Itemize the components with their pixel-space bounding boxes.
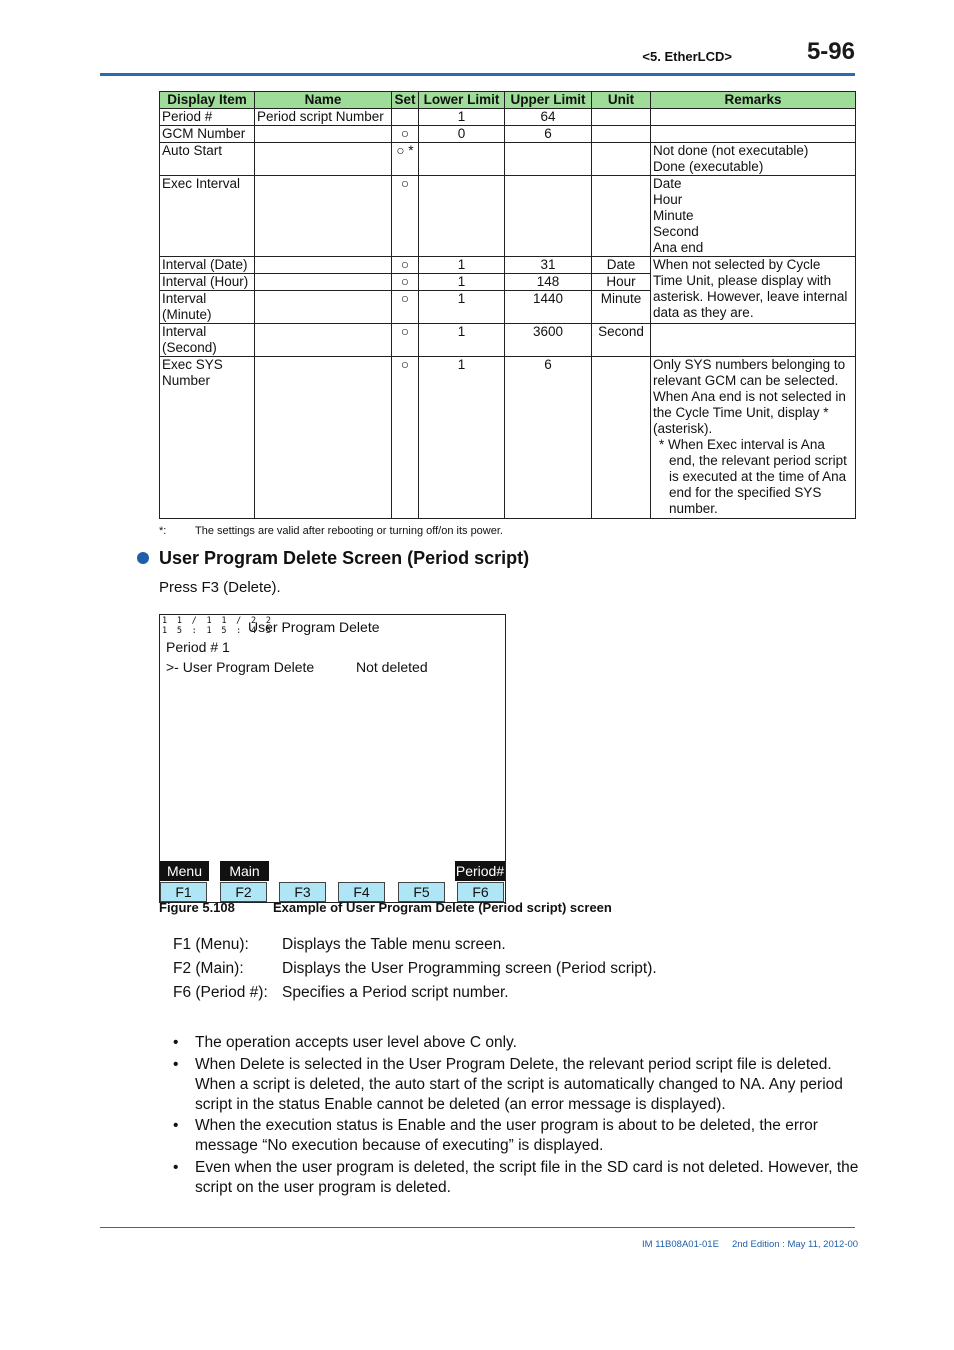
column-header: Display Item bbox=[160, 92, 255, 109]
cell-set: ○ bbox=[392, 176, 419, 257]
function-key-desc: Specifies a Period script number. bbox=[282, 984, 509, 1001]
cell-remarks bbox=[651, 176, 856, 257]
list-item bbox=[173, 1116, 863, 1156]
cell-name bbox=[255, 324, 392, 357]
table-header-row bbox=[160, 92, 856, 109]
fkey-f2[interactable]: F2 bbox=[220, 882, 267, 902]
lcd-period-line: Period # 1 bbox=[166, 639, 230, 655]
cell-item: Auto Start bbox=[160, 143, 255, 176]
instruction-text: Press F3 (Delete). bbox=[159, 579, 281, 596]
page-number: 5-96 bbox=[806, 38, 855, 65]
remark-line: Done (executable) bbox=[653, 159, 764, 174]
fkey-f3[interactable]: F3 bbox=[279, 882, 326, 902]
cell-upper bbox=[505, 176, 592, 257]
notes-list bbox=[173, 1033, 863, 1199]
cell-lower: 1 bbox=[419, 274, 505, 291]
cell-lower: 1 bbox=[419, 257, 505, 274]
table-row bbox=[160, 143, 856, 176]
cell-remarks-interval: When not selected by Cycle Time Unit, please display with asterisk. However, leave internal data as they are. bbox=[651, 257, 856, 324]
remark-note: * When Exec interval is Ana end, the relevant period script is executed at the time of Ana end for the specified SYS number. bbox=[659, 437, 847, 516]
section-title: User Program Delete Screen (Period script) bbox=[159, 548, 530, 568]
cell-unit: Second bbox=[592, 324, 651, 357]
cell-set: ○ bbox=[392, 274, 419, 291]
cell-remarks bbox=[651, 109, 856, 126]
table-row bbox=[160, 109, 856, 126]
cell-set: ○ * bbox=[392, 143, 419, 176]
remark-line: Ana end bbox=[653, 240, 704, 255]
column-header: Set bbox=[392, 92, 419, 109]
cell-item: Period # bbox=[160, 109, 255, 126]
cell-upper: 31 bbox=[505, 257, 592, 274]
cell-remarks bbox=[651, 126, 856, 143]
document-id: IM 11B08A01-01E bbox=[642, 1239, 719, 1250]
function-key-label: F2 (Main): bbox=[173, 960, 244, 977]
bullet-icon: • bbox=[173, 1034, 179, 1051]
cell-set: ○ bbox=[392, 324, 419, 357]
cell-item: Exec SYS Number bbox=[160, 357, 255, 519]
list-item bbox=[173, 1055, 863, 1115]
cell-unit: Hour bbox=[592, 274, 651, 291]
cell-item: Interval (Second) bbox=[160, 324, 255, 357]
cell-set bbox=[392, 109, 419, 126]
cell-upper: 148 bbox=[505, 274, 592, 291]
cell-name bbox=[255, 291, 392, 324]
cell-upper: 1440 bbox=[505, 291, 592, 324]
remark-line: Second bbox=[653, 224, 699, 239]
cell-set: ○ bbox=[392, 357, 419, 519]
table-row bbox=[160, 126, 856, 143]
function-key-label: F6 (Period #): bbox=[173, 984, 268, 1001]
column-header: Name bbox=[255, 92, 392, 109]
cell-lower: 1 bbox=[419, 109, 505, 126]
cell-upper bbox=[505, 143, 592, 176]
table-row bbox=[160, 176, 856, 257]
cell-remarks bbox=[651, 324, 856, 357]
cell-name bbox=[255, 176, 392, 257]
column-header: Lower Limit bbox=[419, 92, 505, 109]
lcd-status: Not deleted bbox=[356, 659, 428, 675]
cell-set: ○ bbox=[392, 257, 419, 274]
cell-name bbox=[255, 274, 392, 291]
column-header: Unit bbox=[592, 92, 651, 109]
edition-info: 2nd Edition : May 11, 2012-00 bbox=[732, 1239, 859, 1250]
bullet-icon: • bbox=[173, 1117, 179, 1134]
chapter-label: <5. EtherLCD> bbox=[642, 49, 732, 64]
cell-unit bbox=[592, 109, 651, 126]
remark-line: Not done (not executable) bbox=[653, 143, 809, 158]
cell-item: Exec Interval bbox=[160, 176, 255, 257]
note-text: The operation accepts user level above C only. bbox=[195, 1034, 517, 1051]
cell-remarks bbox=[651, 357, 856, 519]
settings-table bbox=[159, 91, 856, 519]
cell-unit: Date bbox=[592, 257, 651, 274]
header-rule bbox=[100, 73, 855, 76]
cell-lower bbox=[419, 143, 505, 176]
cell-item: Interval (Hour) bbox=[160, 274, 255, 291]
bullet-icon: • bbox=[173, 1055, 179, 1073]
cell-set: ○ bbox=[392, 126, 419, 143]
lcd-screen bbox=[159, 614, 506, 903]
cell-upper: 6 bbox=[505, 357, 592, 519]
figure-caption: Example of User Program Delete (Period script) screen bbox=[273, 900, 612, 915]
cell-unit bbox=[592, 143, 651, 176]
cell-unit bbox=[592, 176, 651, 257]
function-key-desc: Displays the User Programming screen (Period script). bbox=[282, 960, 657, 977]
lcd-delete-item[interactable]: >- User Program Delete bbox=[166, 659, 315, 675]
bullet-icon: • bbox=[173, 1158, 179, 1176]
column-header: Upper Limit bbox=[505, 92, 592, 109]
cell-lower bbox=[419, 176, 505, 257]
list-item bbox=[173, 1033, 863, 1053]
cell-name bbox=[255, 257, 392, 274]
figure-number: Figure 5.108 bbox=[159, 900, 235, 915]
fkey-f5[interactable]: F5 bbox=[398, 882, 445, 902]
cell-item: Interval (Minute) bbox=[160, 291, 255, 324]
cell-lower: 0 bbox=[419, 126, 505, 143]
table-row bbox=[160, 357, 856, 519]
lcd-time: 1 5 : 1 5 : 4 5 bbox=[162, 626, 274, 636]
remark-line: Hour bbox=[653, 192, 683, 207]
fkey-f4[interactable]: F4 bbox=[338, 882, 385, 902]
table-row bbox=[160, 257, 856, 274]
cell-lower: 1 bbox=[419, 324, 505, 357]
remark-line: Only SYS numbers belonging to relevant GCM can be selected. When Ana end is not selected in the Cycle Time Unit, display * (asterisk). bbox=[653, 357, 846, 436]
cell-set: ○ bbox=[392, 291, 419, 324]
cell-unit bbox=[592, 126, 651, 143]
fkey-f6[interactable]: F6 bbox=[457, 882, 504, 902]
lcd-date: 1 1 / 1 1 / 2 2 bbox=[162, 616, 274, 626]
function-key-label: F1 (Menu): bbox=[173, 936, 249, 953]
softkey-period[interactable]: Period# bbox=[455, 863, 505, 879]
cell-name bbox=[255, 126, 392, 143]
cell-unit: Minute bbox=[592, 291, 651, 324]
note-text: When Delete is selected in the User Program Delete, the relevant period script file is deleted. When a script is deleted, the auto start of the script is automatically changed to NA. Any period script in the status Enable cannot be deleted (an error message is displayed). bbox=[195, 1055, 843, 1113]
section-bullet-icon bbox=[137, 552, 149, 564]
function-key-desc: Displays the Table menu screen. bbox=[282, 936, 506, 953]
fkey-f1[interactable]: F1 bbox=[160, 882, 207, 902]
lcd-title: User Program Delete bbox=[248, 619, 380, 635]
cell-lower: 1 bbox=[419, 357, 505, 519]
column-header: Remarks bbox=[651, 92, 856, 109]
cell-name bbox=[255, 357, 392, 519]
cell-upper: 64 bbox=[505, 109, 592, 126]
softkey-menu[interactable]: Menu bbox=[160, 861, 209, 881]
footer-rule bbox=[100, 1227, 855, 1228]
remark-line: Minute bbox=[653, 208, 694, 223]
cell-item: Interval (Date) bbox=[160, 257, 255, 274]
cell-upper: 3600 bbox=[505, 324, 592, 357]
cell-lower: 1 bbox=[419, 291, 505, 324]
cell-upper: 6 bbox=[505, 126, 592, 143]
softkey-main[interactable]: Main bbox=[220, 861, 269, 881]
cell-item: GCM Number bbox=[160, 126, 255, 143]
cell-unit bbox=[592, 357, 651, 519]
note-text: Even when the user program is deleted, the script file in the SD card is not deleted. However, the script on the user program is deleted. bbox=[195, 1158, 859, 1196]
cell-name bbox=[255, 143, 392, 176]
table-row bbox=[160, 324, 856, 357]
footnote-text: The settings are valid after rebooting or turning off/on its power. bbox=[195, 525, 503, 537]
footnote-mark: *: bbox=[159, 525, 167, 537]
remark-line: Date bbox=[653, 176, 682, 191]
cell-name: Period script Number bbox=[255, 109, 392, 126]
list-item bbox=[173, 1158, 863, 1198]
note-text: When the execution status is Enable and the user program is about to be deleted, the error message “No execution because of executing” is displayed. bbox=[195, 1117, 818, 1154]
cell-remarks bbox=[651, 143, 856, 176]
